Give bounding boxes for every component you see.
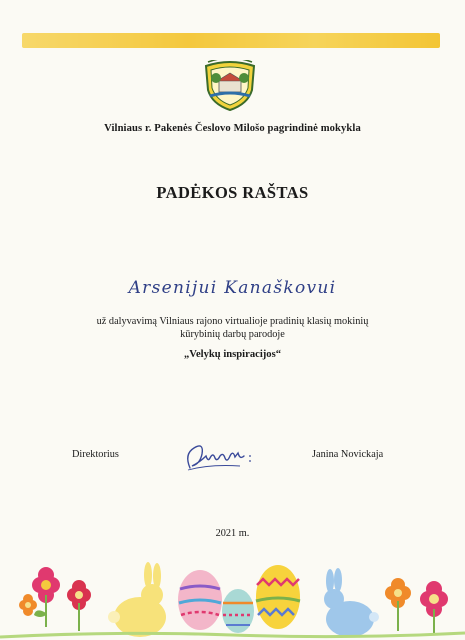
flower-icon (420, 581, 448, 635)
bunny-icon (324, 568, 379, 637)
flower-icon (19, 594, 37, 616)
description-line-2: kūrybinių darbų parodoje (180, 329, 285, 340)
egg-icon (178, 570, 222, 630)
flower-icon (385, 578, 411, 631)
egg-icon (256, 565, 300, 629)
handwritten-signature (180, 440, 260, 474)
signatory-role: Direktorius (72, 449, 119, 460)
award-description (60, 315, 405, 341)
certificate-title: PADĖKOS RAŠTAS (156, 183, 309, 202)
easter-decoration-footer (0, 555, 465, 640)
bunny-icon (108, 562, 166, 637)
school-name: Vilniaus r. Pakenės Česlovo Milošo pagrindinė mokykla (104, 123, 361, 134)
flower-icon (32, 567, 60, 627)
egg-icon (222, 589, 254, 633)
recipient-name: Arsenijui Kanaškovui (128, 278, 337, 298)
school-logo-icon (202, 60, 258, 112)
signatory-name: Janina Novickaja (312, 449, 384, 460)
event-title: „Velykų inspiracijos“ (183, 349, 282, 360)
description-line-1: už dalyvavimą Vilniaus rajono virtualioje pradinių klasių mokinių (96, 316, 369, 327)
top-decorative-band (22, 33, 440, 48)
flower-icon (67, 580, 91, 631)
certificate-year: 2021 m. (215, 528, 250, 539)
